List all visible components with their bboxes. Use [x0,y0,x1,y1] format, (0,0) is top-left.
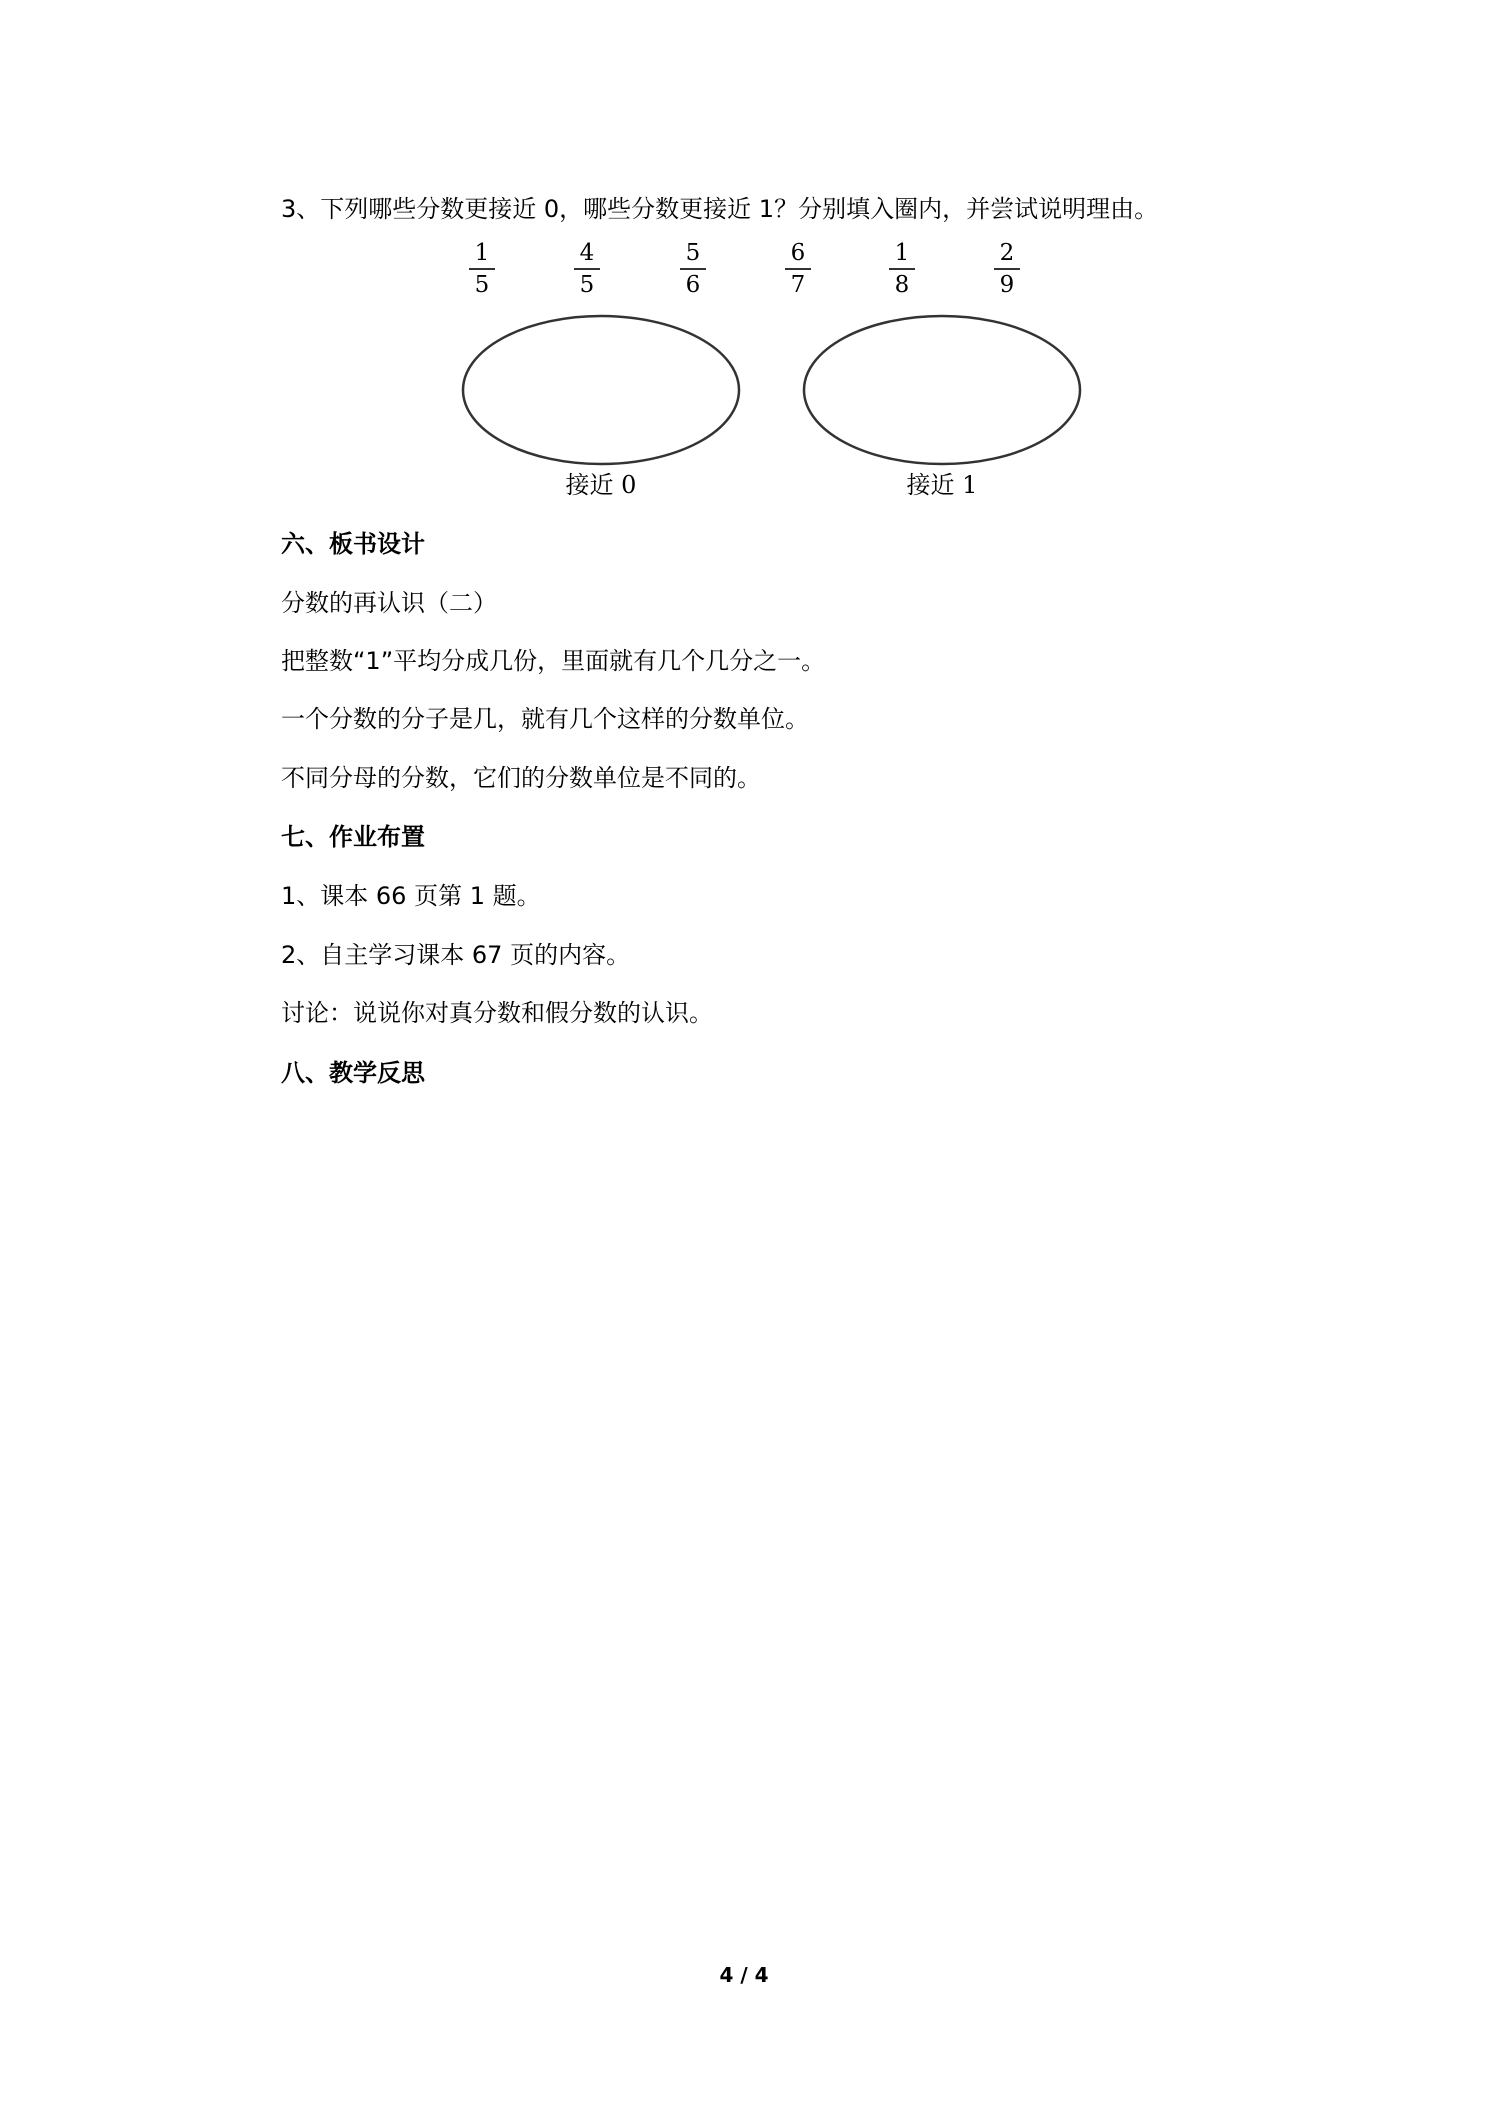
section-7-heading: 七、作业布置 [281,823,425,851]
oval-label-near-one: 接近 1 [906,471,978,499]
page-number: 4 / 4 [719,1963,769,1987]
homework-line-3: 讨论：说说你对真分数和假分数的认识。 [281,999,713,1027]
fraction-denominator: 9 [999,272,1015,298]
fraction-denominator: 5 [579,272,595,298]
section-8-heading: 八、教学反思 [281,1059,425,1087]
board-design-line-4: 不同分母的分数，它们的分数单位是不同的。 [281,764,761,792]
homework-line-2: 2、自主学习课本 67 页的内容。 [281,941,631,969]
fraction-numerator: 1 [474,240,490,266]
board-design-line-3: 一个分数的分子是几，就有几个这样的分数单位。 [281,705,809,733]
fraction-numerator: 4 [579,240,595,266]
oval-near-one [804,316,1080,464]
board-design-line-2: 把整数“1”平均分成几份，里面就有几个几分之一。 [281,647,826,675]
fraction-numerator: 6 [790,240,806,266]
fraction-numerator: 2 [999,240,1015,266]
fraction-denominator: 8 [894,272,910,298]
fraction-denominator: 7 [790,272,806,298]
oval-near-zero [463,316,739,464]
section-6-heading: 六、板书设计 [281,530,425,558]
question-3-text: 3、下列哪些分数更接近 0，哪些分数更接近 1？分别填入圈内，并尝试说明理由。 [281,195,1159,223]
board-design-line-1: 分数的再认识（二） [281,589,497,617]
fraction-numerator: 5 [685,240,701,266]
fraction-sorting-figure [440,240,1100,510]
fraction-numerator: 1 [894,240,910,266]
fraction-denominator: 5 [474,272,490,298]
fraction-denominator: 6 [685,272,701,298]
homework-line-1: 1、课本 66 页第 1 题。 [281,882,541,910]
oval-label-near-zero: 接近 0 [565,471,637,499]
